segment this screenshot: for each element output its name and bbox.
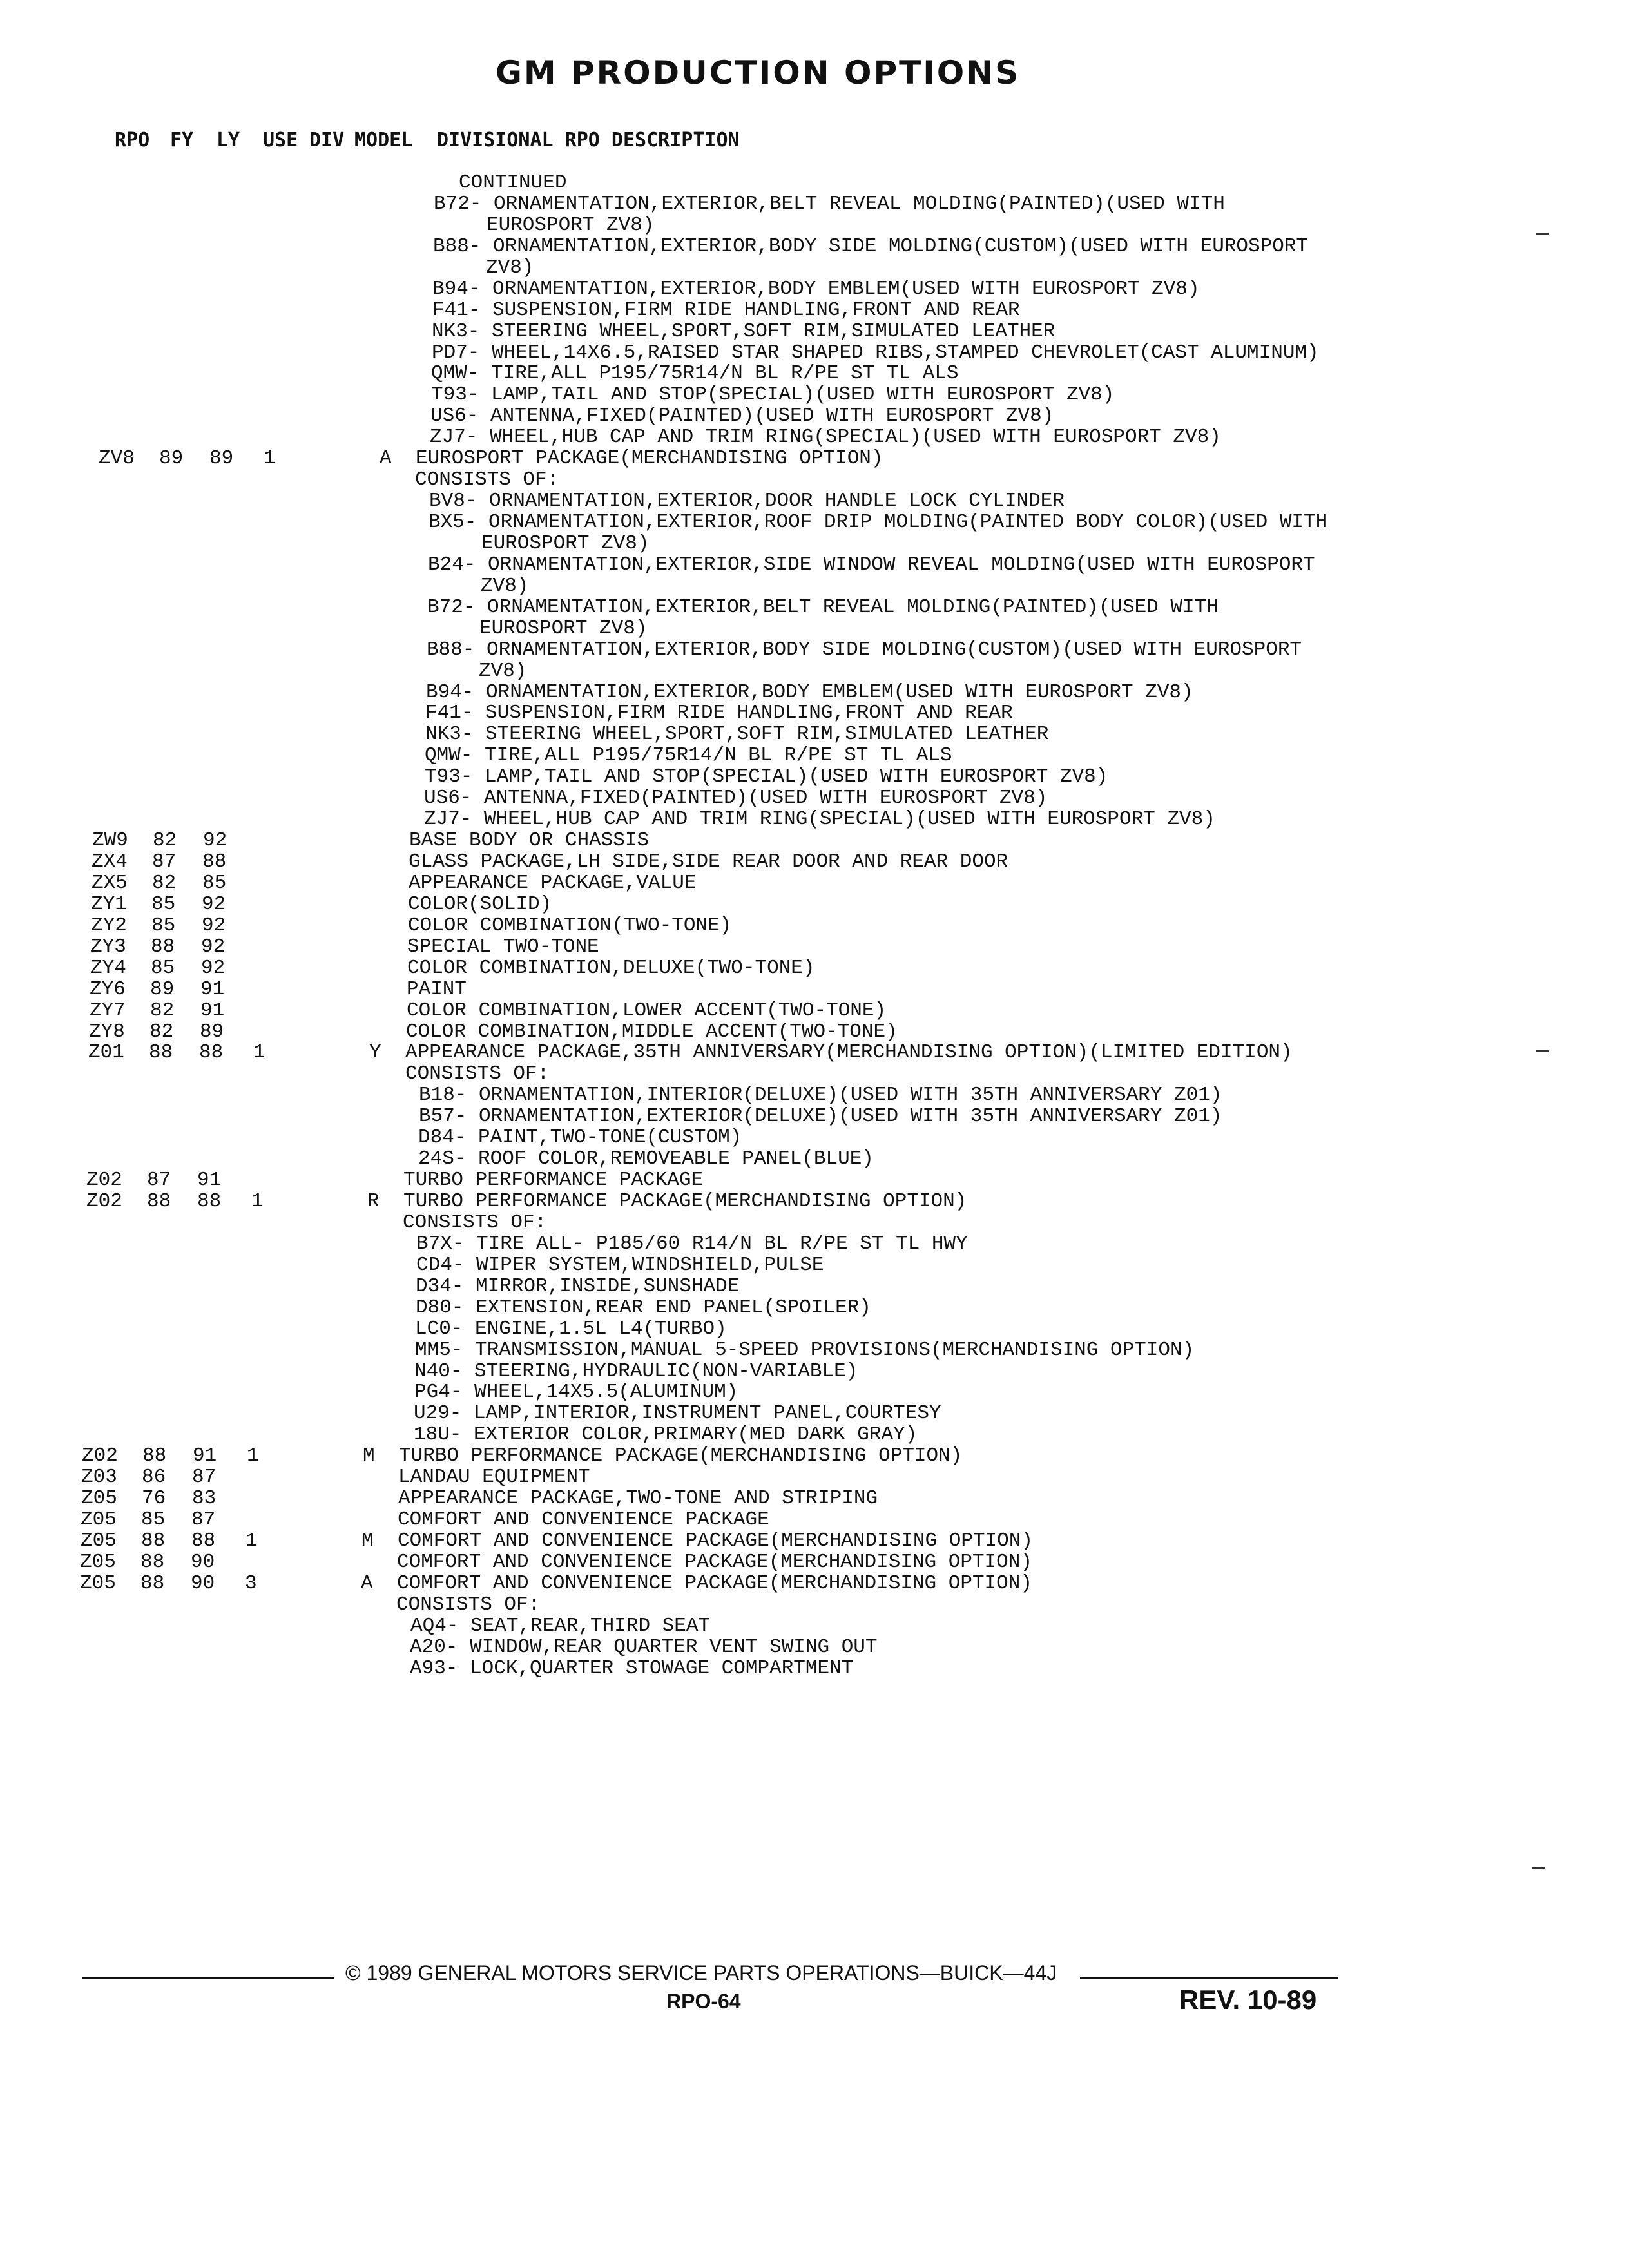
use-code: 1 (246, 1530, 258, 1552)
rpo-code: ZY7 (90, 999, 126, 1022)
rpo-entry-row (0, 958, 1629, 979)
rpo-entry-row (0, 873, 1629, 894)
description-line (0, 427, 1629, 448)
rpo-entry-row (0, 448, 1629, 470)
description-line (0, 363, 1629, 385)
rpo-entry-row (0, 894, 1629, 916)
rpo-entry-row (0, 1510, 1629, 1531)
description-text: F41- SUSPENSION,FIRM RIDE HANDLING,FRONT AND REAR (425, 702, 1013, 725)
first-year: 89 (150, 977, 175, 1001)
description-line (0, 1106, 1629, 1128)
model-code: M (361, 1530, 374, 1552)
rpo-entry-row (0, 1191, 1629, 1213)
description-text: LANDAU EQUIPMENT (398, 1466, 590, 1489)
description-line (0, 1340, 1629, 1361)
description-text: B94- ORNAMENTATION,EXTERIOR,BODY EMBLEM(USED WITH EUROSPORT ZV8) (426, 680, 1193, 704)
description-line (0, 406, 1629, 427)
first-year: 88 (151, 935, 175, 958)
rpo-code: ZW9 (92, 829, 128, 852)
header-div: DIV (309, 129, 345, 151)
description-text: BV8- ORNAMENTATION,EXTERIOR,DOOR HANDLE LOCK CYLINDER (429, 490, 1065, 513)
description-line (0, 745, 1629, 767)
model-code: M (363, 1445, 375, 1468)
description-line (0, 1595, 1629, 1616)
footer-copyright: © 1989 GENERAL MOTORS SERVICE PARTS OPERATIONS—BUICK—44J (345, 1961, 1057, 1984)
rpo-entry-row (0, 1552, 1629, 1573)
description-text: TURBO PERFORMANCE PACKAGE (403, 1169, 704, 1192)
first-year: 86 (142, 1466, 166, 1489)
description-line (0, 1064, 1629, 1085)
last-year: 87 (191, 1508, 216, 1532)
first-year: 88 (141, 1530, 166, 1552)
description-text: D84- PAINT,TWO-TONE(CUSTOM) (418, 1126, 742, 1149)
footer-rule-left (82, 1977, 334, 1979)
description-text: EUROSPORT ZV8) (481, 532, 650, 555)
description-line (0, 1403, 1629, 1425)
last-year: 92 (201, 935, 226, 958)
description-text: 24S- ROOF COLOR,REMOVEABLE PANEL(BLUE) (418, 1148, 874, 1171)
first-year: 82 (149, 1020, 174, 1043)
column-header (0, 129, 1629, 160)
description-text: T93- LAMP,TAIL AND STOP(SPECIAL)(USED WITH EUROSPORT ZV8) (431, 383, 1115, 407)
last-year: 89 (209, 447, 234, 470)
rpo-code: Z02 (86, 1190, 122, 1213)
first-year: 89 (159, 447, 184, 470)
description-line (0, 1658, 1629, 1680)
last-year: 83 (192, 1487, 217, 1510)
first-year: 87 (147, 1169, 171, 1192)
rpo-code: Z02 (86, 1169, 122, 1192)
description-line (0, 512, 1629, 533)
description-text: AQ4- SEAT,REAR,THIRD SEAT (410, 1614, 711, 1637)
description-line (0, 1616, 1629, 1637)
description-text: B72- ORNAMENTATION,EXTERIOR,BELT REVEAL MOLDING(PAINTED)(USED WITH (427, 595, 1219, 619)
rpo-entry-row (0, 1001, 1629, 1022)
model-code: Y (369, 1041, 381, 1064)
use-code: 1 (251, 1190, 264, 1213)
model-code: R (367, 1190, 380, 1213)
rpo-entry-row (0, 1043, 1629, 1064)
rpo-entry-row (0, 852, 1629, 873)
description-text: COMFORT AND CONVENIENCE PACKAGE(MERCHANDISING OPTION) (397, 1571, 1032, 1595)
description-text: ZV8) (479, 659, 527, 682)
description-text: COLOR COMBINATION,DELUXE(TWO-TONE) (407, 956, 815, 979)
last-year: 91 (197, 1169, 222, 1192)
rpo-code: ZX4 (92, 850, 128, 873)
description-text: CONSISTS OF: (403, 1211, 547, 1234)
description-text: B72- ORNAMENTATION,EXTERIOR,BELT REVEAL MOLDING(PAINTED)(USED WITH (434, 192, 1225, 215)
last-year: 90 (191, 1571, 215, 1595)
description-text: B7X- TIRE ALL- P185/60 R14/N BL R/PE ST TL HWY (416, 1232, 968, 1255)
rpo-entry-row (0, 1170, 1629, 1191)
description-line (0, 555, 1629, 576)
description-line (0, 1128, 1629, 1149)
header-ly: LY (217, 129, 240, 151)
last-year: 87 (192, 1466, 217, 1489)
last-year: 92 (202, 914, 226, 937)
description-line (0, 597, 1629, 619)
first-year: 88 (140, 1571, 165, 1595)
description-text: N40- STEERING,HYDRAULIC(NON-VARIABLE) (414, 1360, 858, 1383)
description-text: B94- ORNAMENTATION,EXTERIOR,BODY EMBLEM(USED WITH EUROSPORT ZV8) (432, 277, 1200, 300)
description-text: COMFORT AND CONVENIENCE PACKAGE(MERCHANDISING OPTION) (397, 1550, 1032, 1573)
first-year: 82 (150, 999, 175, 1022)
description-line (0, 788, 1629, 809)
header-use: USE (263, 129, 298, 151)
margin-mark (1536, 233, 1549, 235)
last-year: 92 (203, 829, 227, 852)
last-year: 92 (201, 956, 226, 979)
header-description: DIVISIONAL RPO DESCRIPTION (437, 129, 740, 151)
rpo-entry-row (0, 937, 1629, 958)
rpo-code: Z03 (81, 1466, 117, 1489)
description-text: BASE BODY OR CHASSIS (409, 829, 650, 852)
description-text: B88- ORNAMENTATION,EXTERIOR,BODY SIDE MOLDING(CUSTOM)(USED WITH EUROSPORT (427, 638, 1302, 661)
description-text: COLOR COMBINATION,LOWER ACCENT(TWO-TONE) (407, 999, 887, 1022)
description-line (0, 236, 1629, 258)
rpo-code: Z05 (81, 1487, 117, 1510)
first-year: 82 (152, 871, 177, 894)
first-year: 88 (140, 1550, 165, 1573)
rpo-entry-row (0, 1467, 1629, 1488)
page-title: GM PRODUCTION OPTIONS (495, 54, 1021, 91)
description-text: LC0- ENGINE,1.5L L4(TURBO) (415, 1317, 727, 1340)
first-year: 85 (151, 956, 175, 979)
description-line (0, 322, 1629, 343)
last-year: 92 (202, 892, 226, 916)
description-text: COMFORT AND CONVENIENCE PACKAGE(MERCHANDISING OPTION) (398, 1530, 1033, 1552)
description-line (0, 1425, 1629, 1446)
description-text: ZV8) (486, 256, 534, 279)
last-year: 91 (200, 999, 225, 1022)
use-code: 1 (253, 1041, 265, 1064)
rpo-code: ZY6 (90, 977, 126, 1001)
rpo-code: ZY8 (89, 1020, 125, 1043)
description-line (0, 1149, 1629, 1170)
rpo-entry-row (0, 1022, 1629, 1043)
description-line (0, 1085, 1629, 1106)
last-year: 88 (199, 1041, 224, 1064)
last-year: 88 (197, 1190, 222, 1213)
description-text: B18- ORNAMENTATION,INTERIOR(DELUXE)(USED WITH 35TH ANNIVERSARY Z01) (419, 1084, 1222, 1107)
description-text: US6- ANTENNA,FIXED(PAINTED)(USED WITH EUROSPORT ZV8) (430, 405, 1054, 428)
margin-mark (1536, 1050, 1549, 1052)
rpo-code: Z02 (82, 1445, 118, 1468)
description-line (0, 491, 1629, 512)
footer-revision: REV. 10-89 (1179, 1984, 1317, 2015)
rpo-code: Z01 (88, 1041, 124, 1064)
rpo-entry-row (0, 1573, 1629, 1595)
rpo-entry-row (0, 1446, 1629, 1467)
description-text: PD7- WHEEL,14X6.5,RAISED STAR SHAPED RIBS,STAMPED CHEVROLET(CAST ALUMINUM) (432, 341, 1319, 364)
rpo-code: Z05 (80, 1571, 116, 1595)
description-line (0, 385, 1629, 406)
description-text: ZV8) (481, 574, 529, 597)
description-line (0, 1298, 1629, 1319)
rpo-entry-row (0, 1531, 1629, 1552)
description-text: NK3- STEERING WHEEL,SPORT,SOFT RIM,SIMULATED LEATHER (432, 320, 1055, 343)
first-year: 87 (152, 850, 177, 873)
description-text: D80- EXTENSION,REAR END PANEL(SPOILER) (416, 1296, 871, 1319)
footer-page-number: RPO-64 (666, 1990, 741, 2013)
description-text: TURBO PERFORMANCE PACKAGE(MERCHANDISING OPTION) (399, 1445, 963, 1468)
first-year: 76 (142, 1487, 166, 1510)
description-text: BX5- ORNAMENTATION,EXTERIOR,ROOF DRIP MOLDING(PAINTED BODY COLOR)(USED WITH (429, 511, 1328, 533)
first-year: 85 (151, 914, 176, 937)
rpo-code: ZX5 (92, 871, 128, 894)
model-code: A (361, 1571, 373, 1595)
last-year: 88 (202, 850, 227, 873)
description-line (0, 470, 1629, 491)
description-text: 18U- EXTERIOR COLOR,PRIMARY(MED DARK GRAY) (414, 1423, 918, 1446)
use-code: 1 (264, 447, 276, 470)
header-rpo: RPO (115, 129, 150, 151)
description-text: US6- ANTENNA,FIXED(PAINTED)(USED WITH EUROSPORT ZV8) (424, 787, 1048, 810)
use-code: 1 (247, 1445, 259, 1468)
rpo-code: ZY2 (91, 914, 127, 937)
description-text: APPEARANCE PACKAGE,35TH ANNIVERSARY(MERCHANDISING OPTION)(LIMITED EDITION) (405, 1041, 1293, 1064)
description-text: COLOR COMBINATION,MIDDLE ACCENT(TWO-TONE) (406, 1020, 898, 1043)
description-line (0, 258, 1629, 279)
description-text: COLOR(SOLID) (408, 892, 552, 916)
description-text: SPECIAL TWO-TONE (407, 935, 599, 958)
description-text: CD4- WIPER SYSTEM,WINDSHIELD,PULSE (416, 1253, 824, 1276)
description-text: QMW- TIRE,ALL P195/75R14/N BL R/PE ST TL ALS (425, 744, 952, 767)
model-code: A (380, 447, 392, 470)
description-text: EUROSPORT PACKAGE(MERCHANDISING OPTION) (416, 447, 883, 470)
description-line (0, 1276, 1629, 1298)
description-text: EUROSPORT ZV8) (487, 213, 655, 236)
description-line (0, 809, 1629, 831)
description-line (0, 194, 1629, 215)
description-text: U29- LAMP,INTERIOR,INSTRUMENT PANEL,COURTESY (414, 1402, 941, 1425)
description-text: NK3- STEERING WHEEL,SPORT,SOFT RIM,SIMULATED LEATHER (425, 723, 1049, 746)
description-line (0, 767, 1629, 788)
margin-mark (1532, 1867, 1545, 1869)
last-year: 91 (200, 977, 225, 1001)
description-line (0, 1213, 1629, 1234)
description-text: EUROSPORT ZV8) (479, 617, 648, 640)
description-line (0, 173, 1629, 194)
rpo-entry-row (0, 831, 1629, 852)
description-text: COLOR COMBINATION(TWO-TONE) (408, 914, 732, 937)
description-text: PAINT (407, 977, 467, 1001)
first-year: 85 (151, 892, 176, 916)
description-text: TURBO PERFORMANCE PACKAGE(MERCHANDISING OPTION) (403, 1190, 967, 1213)
rpo-code: ZY1 (91, 892, 127, 916)
description-line (0, 682, 1629, 704)
rpo-code: ZY4 (90, 956, 126, 979)
first-year: 88 (149, 1041, 173, 1064)
first-year: 85 (141, 1508, 166, 1532)
description-text: CONSISTS OF: (405, 1062, 550, 1086)
description-text: APPEARANCE PACKAGE,VALUE (409, 871, 697, 894)
description-text: A93- LOCK,QUARTER STOWAGE COMPARTMENT (410, 1657, 854, 1680)
description-line (0, 724, 1629, 745)
rpo-entry-row (0, 1488, 1629, 1510)
last-year: 90 (191, 1550, 215, 1573)
description-text: D34- MIRROR,INSIDE,SUNSHADE (416, 1274, 740, 1298)
description-line (0, 619, 1629, 640)
rpo-code: ZY3 (90, 935, 126, 958)
description-text: ZJ7- WHEEL,HUB CAP AND TRIM RING(SPECIAL)(USED WITH EUROSPORT ZV8) (430, 426, 1221, 449)
description-text: QMW- TIRE,ALL P195/75R14/N BL R/PE ST TL ALS (431, 362, 959, 385)
use-code: 3 (245, 1571, 257, 1595)
rpo-code: ZV8 (99, 447, 135, 470)
description-line (0, 533, 1629, 555)
description-text: B88- ORNAMENTATION,EXTERIOR,BODY SIDE MOLDING(CUSTOM)(USED WITH EUROSPORT (433, 235, 1309, 258)
first-year: 82 (153, 829, 177, 852)
description-line (0, 1234, 1629, 1255)
description-line (0, 279, 1629, 300)
description-text: COMFORT AND CONVENIENCE PACKAGE (398, 1508, 769, 1532)
last-year: 88 (191, 1530, 216, 1552)
rpo-entry-row (0, 916, 1629, 937)
last-year: 91 (193, 1445, 217, 1468)
description-text: B57- ORNAMENTATION,EXTERIOR(DELUXE)(USED WITH 35TH ANNIVERSARY Z01) (419, 1105, 1222, 1128)
description-text: GLASS PACKAGE,LH SIDE,SIDE REAR DOOR AND REAR DOOR (409, 850, 1008, 873)
description-line (0, 1361, 1629, 1383)
description-line (0, 1382, 1629, 1403)
description-line (0, 640, 1629, 661)
description-line (0, 300, 1629, 322)
description-text: CONTINUED (459, 171, 567, 194)
description-line (0, 1319, 1629, 1340)
description-line (0, 215, 1629, 236)
description-text: ZJ7- WHEEL,HUB CAP AND TRIM RING(SPECIAL)(USED WITH EUROSPORT ZV8) (424, 808, 1215, 831)
description-text: CONSISTS OF: (396, 1593, 541, 1616)
header-fy: FY (170, 129, 194, 151)
description-text: CONSISTS OF: (415, 468, 559, 492)
rpo-listing (0, 173, 1629, 1680)
rpo-code: Z05 (81, 1530, 117, 1552)
description-line (0, 576, 1629, 597)
first-year: 88 (147, 1190, 171, 1213)
description-line (0, 661, 1629, 682)
first-year: 88 (142, 1445, 167, 1468)
description-text: F41- SUSPENSION,FIRM RIDE HANDLING,FRONT AND REAR (432, 298, 1020, 322)
rpo-code: Z05 (81, 1508, 117, 1532)
description-line (0, 703, 1629, 724)
last-year: 85 (202, 871, 227, 894)
description-text: T93- LAMP,TAIL AND STOP(SPECIAL)(USED WITH EUROSPORT ZV8) (425, 765, 1108, 789)
description-text: PG4- WHEEL,14X5.5(ALUMINUM) (414, 1381, 738, 1404)
rpo-code: Z05 (80, 1550, 116, 1573)
last-year: 89 (200, 1020, 224, 1043)
header-model: MODEL (354, 129, 413, 151)
description-line (0, 1255, 1629, 1276)
description-text: A20- WINDOW,REAR QUARTER VENT SWING OUT (410, 1635, 878, 1658)
description-text: MM5- TRANSMISSION,MANUAL 5-SPEED PROVISIONS(MERCHANDISING OPTION) (415, 1338, 1195, 1361)
description-line (0, 343, 1629, 364)
description-line (0, 1637, 1629, 1658)
description-text: B24- ORNAMENTATION,EXTERIOR,SIDE WINDOW REVEAL MOLDING(USED WITH EUROSPORT (428, 553, 1315, 576)
description-text: APPEARANCE PACKAGE,TWO-TONE AND STRIPING (398, 1487, 878, 1510)
rpo-entry-row (0, 979, 1629, 1001)
footer-rule-right (1080, 1977, 1338, 1979)
